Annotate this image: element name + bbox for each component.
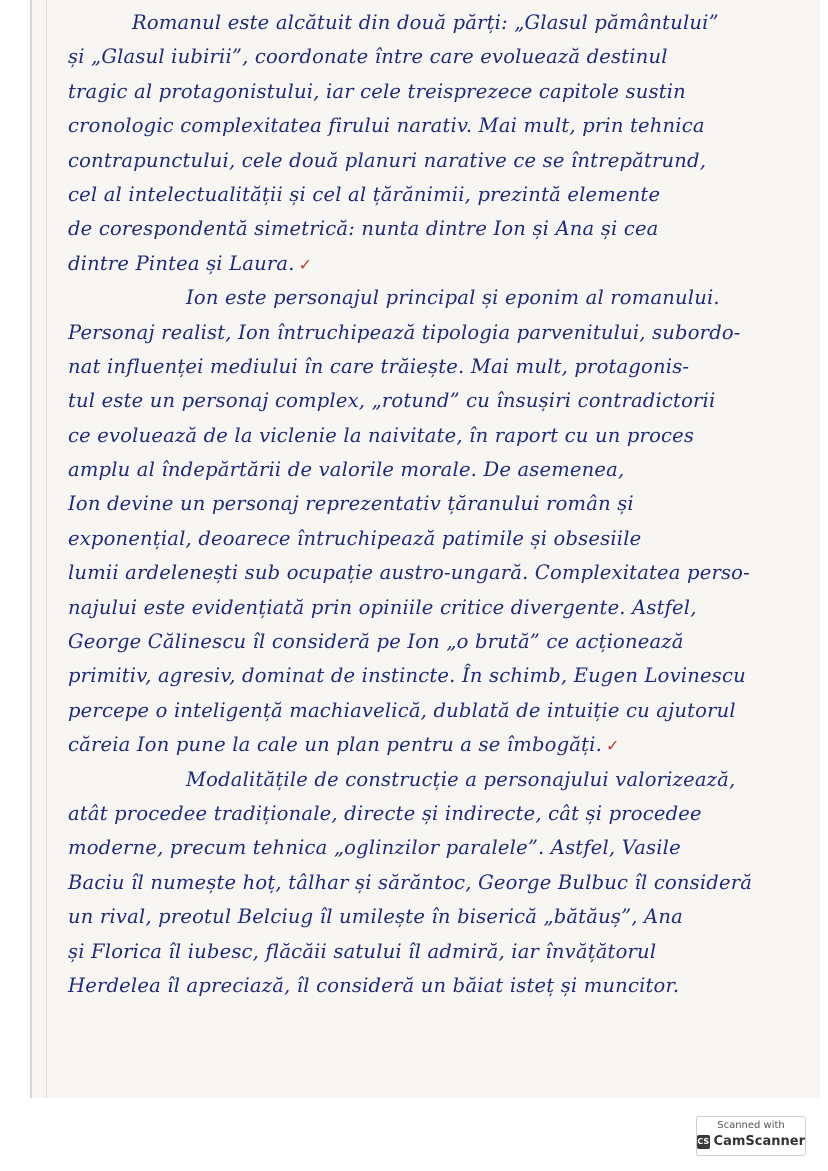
text-line-26: Baciu îl numește hoț, tâlhar și sărăntoc, George Bulbuc îl consideră xyxy=(68,870,753,894)
text-line-17: lumii ardelenești sub ocupație austro-ungară. Complexitatea perso- xyxy=(68,561,750,585)
text-line-29: Herdelea îl apreciază, îl consideră un băiat isteț și muncitor. xyxy=(68,973,680,997)
text-line-1: Romanul este alcătuit din două părți: „Glasul pământului” xyxy=(132,11,719,34)
text-line-5: contrapunctului, cele două planuri narative ce se întrepătrund, xyxy=(68,148,707,172)
checkmark-icon: ✓ xyxy=(298,254,313,274)
text-line-24: atât procedee tradiționale, directe și indirecte, cât și procedee xyxy=(68,801,702,825)
text-line-18: najului este evidențiată prin opiniile critice divergente. Astfel, xyxy=(68,595,697,619)
text-line-8 xyxy=(68,247,808,281)
text-line-16: exponențial, deoarece întruchipează patimile și obsesiile xyxy=(68,526,642,550)
watermark-caption: Scanned with xyxy=(717,1120,785,1131)
text-line-22 xyxy=(68,728,808,762)
text-line-9: Ion este personajul principal și eponim al romanului. xyxy=(186,286,720,310)
text-line-20: primitiv, agresiv, dominat de instincte. În schimb, Eugen Lovinescu xyxy=(68,664,746,688)
text-line-15: Ion devine un personaj reprezentativ țăranului român și xyxy=(68,492,634,516)
text-line-28: și Florica îl iubesc, flăcăii satului îl admiră, iar învățătorul xyxy=(68,939,657,963)
text-line-13: ce evoluează de la viclenie la naivitate, în raport cu un proces xyxy=(68,423,695,447)
text-line-3: tragic al protagonistului, iar cele treisprezece capitole sustin xyxy=(68,79,686,103)
watermark-brand xyxy=(697,1134,805,1149)
notebook-paper xyxy=(30,0,820,1098)
text-line-21: percepe o inteligență machiavelică, dublată de intuiție cu ajutorul xyxy=(68,698,736,722)
camscanner-logo-icon: CS xyxy=(697,1135,710,1149)
text-line-22-content: căreia Ion pune la cale un plan pentru a se îmbogăți. xyxy=(68,733,603,757)
text-line-4: cronologic complexitatea firului narativ. Mai mult, prin tehnica xyxy=(68,114,705,138)
text-line-6: cel al intelectualității și cel al țărănimii, prezintă elemente xyxy=(68,182,661,206)
camscanner-watermark xyxy=(696,1116,806,1156)
text-line-12: tul este un personaj complex, „rotund” cu însușiri contradictorii xyxy=(68,389,716,413)
text-line-7: de corespondentă simetrică: nunta dintre Ion și Ana și cea xyxy=(68,217,659,241)
checkmark-icon: ✓ xyxy=(606,736,620,756)
text-line-11: nat influenței mediului în care trăiește. Mai mult, protagonis- xyxy=(68,354,690,378)
watermark-brand-name: CamScanner xyxy=(713,1134,805,1149)
text-line-25: moderne, precum tehnica „oglinzilor paralele”. Astfel, Vasile xyxy=(68,836,681,860)
text-line-8-content: dintre Pintea și Laura. xyxy=(68,251,295,275)
handwritten-essay xyxy=(68,6,808,1003)
text-line-19: George Călinescu îl consideră pe Ion „o brută” ce acționează xyxy=(68,630,684,654)
text-line-2: și „Glasul iubirii”, coordonate între care evoluează destinul xyxy=(68,45,668,69)
text-line-14: amplu al îndepărtării de valorile morale. De asemenea, xyxy=(68,458,625,482)
text-line-10: Personaj realist, Ion întruchipează tipologia parvenitului, subordo- xyxy=(68,320,741,344)
text-line-23: Modalitățile de construcție a personajului valorizează, xyxy=(186,767,736,791)
text-line-27: un rival, preotul Belciug îl umilește în biserică „bătăuș”, Ana xyxy=(68,905,683,929)
margin-line xyxy=(46,0,47,1098)
